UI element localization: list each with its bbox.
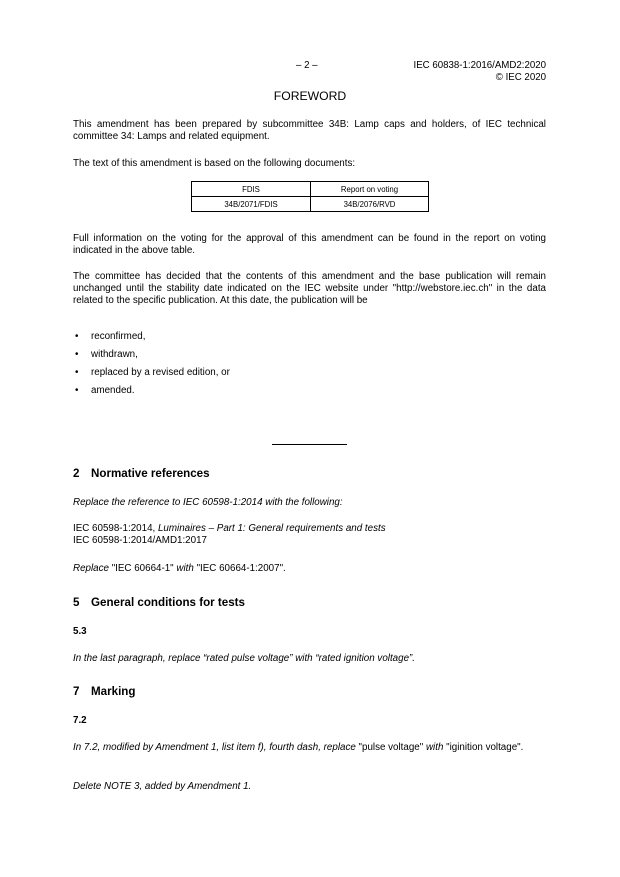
foreword-paragraph-2: The text of this amendment is based on the following documents: — [73, 158, 356, 169]
section-5-heading: 5 General conditions for tests — [73, 596, 245, 609]
subclause-7-2: 7.2 — [73, 715, 87, 726]
reference-1: IEC 60598-1:2014, Luminaires – Part 1: General requirements and tests — [73, 523, 386, 534]
section-5-instruction: In the last paragraph, replace “rated pulse voltage” with “rated ignition voltage”. — [73, 653, 415, 664]
foreword-paragraph-3: Full information on the voting for the approval of this amendment can be found in the report on voting indicated in the above table. — [73, 233, 546, 256]
table-cell-fdis: 34B/2071/FDIS — [192, 197, 311, 212]
voting-table — [191, 181, 429, 212]
list-item: • replaced by a revised edition, or — [75, 367, 230, 378]
replace-instruction: Replace "IEC 60664-1" with "IEC 60664-1:2007". — [73, 563, 286, 574]
section-7-heading: 7 Marking — [73, 685, 136, 698]
bullet-icon: • — [75, 385, 79, 396]
foreword-title: FOREWORD — [273, 89, 347, 103]
delete-note-instruction: Delete NOTE 3, added by Amendment 1. — [73, 781, 252, 792]
bullet-icon: • — [75, 331, 79, 342]
bullet-icon: • — [75, 367, 79, 378]
page-number: – 2 – — [296, 60, 318, 71]
section-2-heading: 2 Normative references — [73, 467, 210, 480]
section-7-instruction: In 7.2, modified by Amendment 1, list item f), fourth dash, replace "pulse voltage" with "iginition voltage". — [73, 742, 524, 753]
table-cell-rvd: 34B/2076/RVD — [311, 197, 429, 212]
foreword-paragraph-4: The committee has decided that the contents of this amendment and the base publication will remain unchanged until the stability date indicated on the IEC website under "http://webstore.iec.ch" in the data related to the specific publication. At this date, the publication will be — [73, 271, 546, 306]
list-item: • reconfirmed, — [75, 331, 146, 342]
reference-2: IEC 60598-1:2014/AMD1:2017 — [73, 535, 207, 546]
section-divider — [272, 444, 347, 445]
list-item: • withdrawn, — [75, 349, 138, 360]
subclause-5-3: 5.3 — [73, 626, 87, 637]
table-header-report: Report on voting — [311, 182, 429, 197]
status-list — [73, 331, 546, 403]
section-2-instruction: Replace the reference to IEC 60598-1:2014 with the following: — [73, 497, 343, 508]
document-id: IEC 60838-1:2016/AMD2:2020 — [413, 60, 546, 71]
copyright: © IEC 2020 — [495, 72, 546, 83]
table-header-fdis: FDIS — [192, 182, 311, 197]
list-item: • amended. — [75, 385, 135, 396]
bullet-icon: • — [75, 349, 79, 360]
foreword-paragraph-1: This amendment has been prepared by subcommittee 34B: Lamp caps and holders, of IEC technical committee 34: Lamps and related equipment. — [73, 119, 546, 142]
